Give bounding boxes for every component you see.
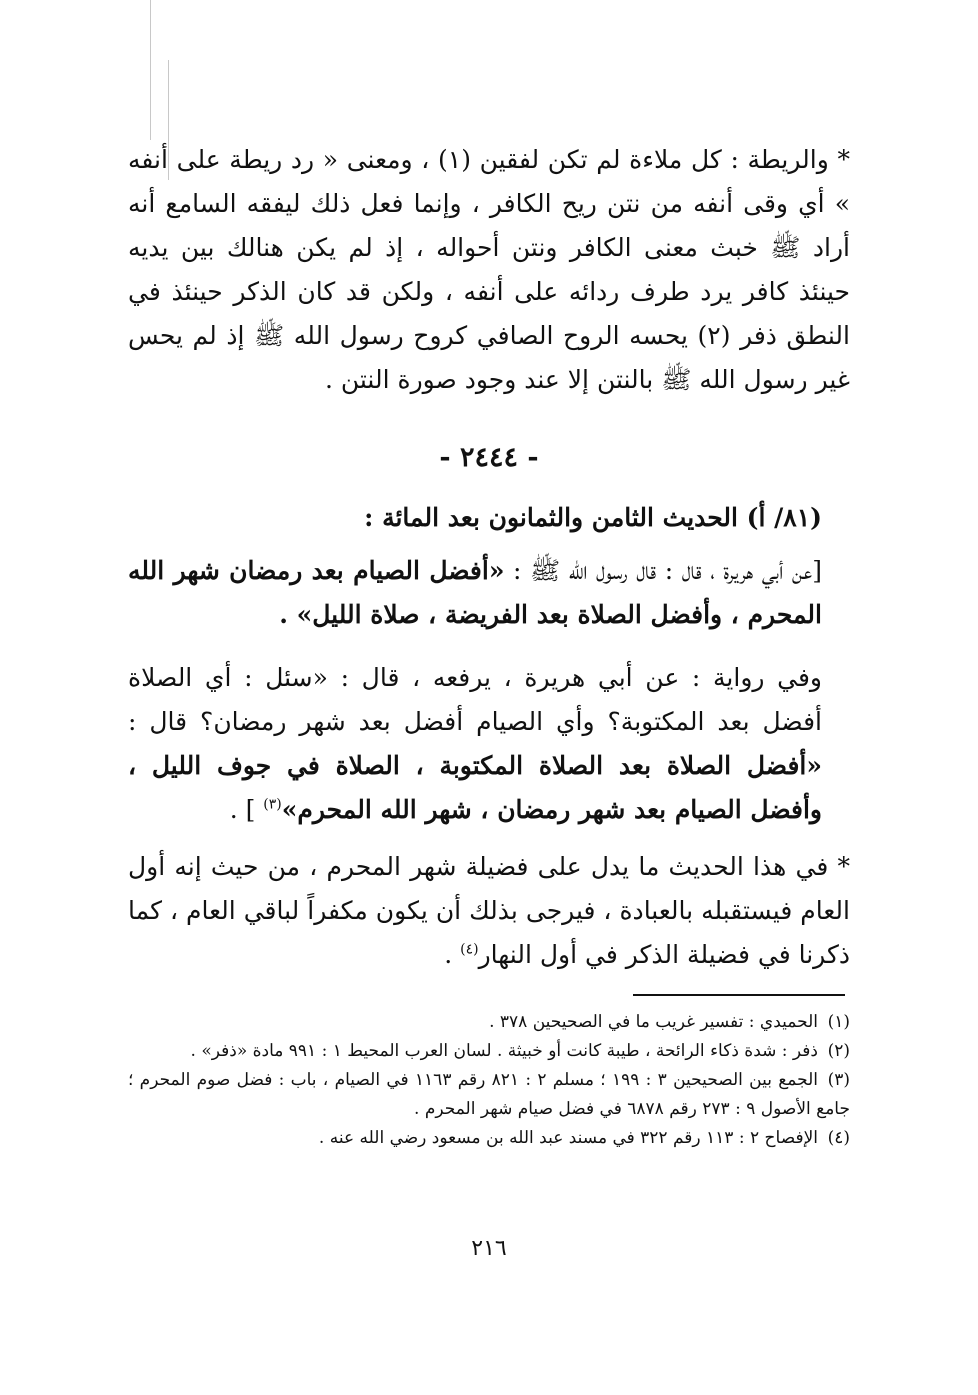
hadith-title-block: [128, 496, 850, 540]
footnote-text: الإفصاح ٢ : ١١٣ رقم ٣٢٢ في مسند عبد الله بن مسعود رضي الله عنه .: [318, 1128, 818, 1148]
commentary-text: [128, 845, 850, 977]
commentary-paragraph: [128, 138, 850, 402]
footnote: [128, 1037, 850, 1066]
commentary-body: * في هذا الحديث ما يدل على فضيلة شهر المحرم ، من حيث إنه أول العام فيستقبله بالعبادة ، فيرجى بذلك أن يكون مكفراً لباقي العام ، كما ذكرنا في فضيلة الذكر في أول النهار: [128, 852, 850, 969]
hadith-number-heading: - ٢٤٤٤ -: [439, 442, 539, 473]
hadith-title: (٨١/ أ) الحديث الثامن والثمانون بعد المائة :: [364, 503, 822, 532]
footnote: [128, 1066, 850, 1124]
narration-close: ] .: [229, 795, 264, 824]
page-number: ٢١٦: [471, 1236, 507, 1261]
footnote-text: ذفر : شدة ذكاء الرائحة ، طيبة كانت أو خبيثة . لسان العرب المحيط ١ : ٩٩١ مادة «ذفر» .: [190, 1041, 818, 1061]
footnote-separator: [633, 994, 845, 996]
footnote-number: (١): [827, 1012, 850, 1032]
hadith-opening: [عن أبي هريرة ، قال : قال رسول الله ﷺ :: [504, 556, 822, 585]
footnote-number: (٢): [827, 1041, 850, 1061]
footnote-number: (٤): [827, 1128, 850, 1148]
footnote-text: الجمع بين الصحيحين ٣ : ١٩٩ ؛ مسلم ٢ : ٨٢١ رقم ١١٦٣ في الصيام ، باب : فضل صوم المحرم ؛ جامع الأصول ٩ : ٢٧٣ رقم ٦٨٧٨ في فضل صيام شهر المحرم .: [128, 1070, 850, 1119]
hadith-quote: «أفضل الصيام بعد رمضان شهر الله المحرم ، وأفضل الصلاة بعد الفريضة ، صلاة الليل» .: [128, 556, 822, 629]
footnote-number: (٣): [827, 1070, 850, 1090]
paragraph-text: * والريطة : كل ملاءة لم تكن لفقين (١) ، ومعنى « رد ريطة على أنفه » أي وقى أنفه من نتن ريح الكافر ، وإنما فعل ذلك ليفقه السامع أنه أراد ﷺ خبث معنى الكافر ونتن أحواله ، إذ لم يكن هنالك بين يديه حينئذ كافر يرد طرف ردائه على أنفه ، ولكن قد كان الذكر حينئذ في النطق ذفر (٢) يحسه الروح الصافي كروح رسول الله ﷺ إذ لم يحس غير رسول الله ﷺ بالنتن إلا عند وجود صورة النتن .: [128, 145, 850, 394]
footnote: [128, 1008, 850, 1037]
hadith-text-block: [128, 549, 850, 637]
footnote-ref: (٣): [263, 796, 282, 813]
commentary-close: .: [444, 940, 461, 969]
narration-block: [128, 656, 850, 832]
footnote-text: الحميدي : تفسير غريب ما في الصحيحين ٣٧٨ .: [489, 1012, 818, 1032]
footnote-ref: (٤): [460, 941, 479, 958]
footnote: [128, 1124, 850, 1153]
narration-intro: وفي رواية : عن أبي هريرة ، يرفعه ، قال : «سئل : أي الصلاة أفضل بعد المكتوبة؟ وأي الصيام أفضل بعد شهر رمضان؟ قال :: [128, 663, 822, 736]
narration-quote: «أفضل الصلاة بعد الصلاة المكتوبة ، الصلاة في جوف الليل ، وأفضل الصيام بعد شهر رمضان ، شهر الله المحرم»: [128, 751, 822, 824]
narration-text: [128, 656, 850, 832]
footnotes: [128, 1008, 850, 1153]
hadith-text: [128, 549, 850, 637]
commentary-block: [128, 845, 850, 977]
scan-artifact-line: [150, 0, 151, 140]
